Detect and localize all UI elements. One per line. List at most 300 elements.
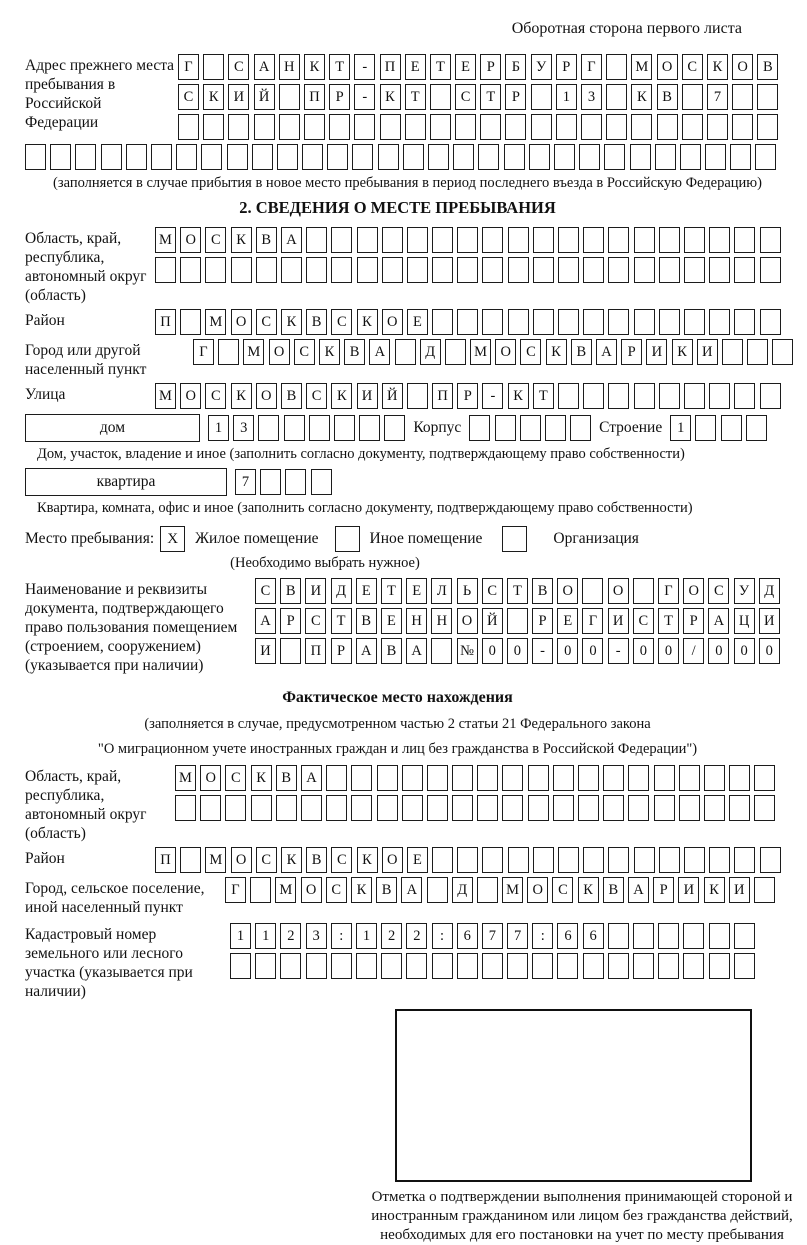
region-row-2 [155, 257, 781, 283]
form-cell [583, 227, 604, 253]
form-cell [760, 847, 781, 873]
confirmation-mark-note: Отметка о подтверждении выполнения принимающей стороной и иностранным гражданином или лицом без гражданства действий, необходимых для его постановки на учет по месту пребывания [371, 1189, 793, 1243]
form-cell: С [552, 877, 573, 903]
form-cell: В [571, 339, 592, 365]
form-cell: К [707, 54, 728, 80]
form-cell [176, 144, 197, 170]
form-cell [431, 638, 452, 664]
confirmation-mark-box [395, 1009, 752, 1182]
form-cell [608, 227, 629, 253]
form-cell [734, 257, 755, 283]
form-cell: 0 [658, 638, 679, 664]
form-cell: П [304, 84, 325, 110]
form-cell: Р [480, 54, 501, 80]
form-cell: И [646, 339, 667, 365]
form-cell: М [205, 309, 226, 335]
form-cell [582, 578, 603, 604]
region-field [25, 227, 790, 305]
form-cell [734, 923, 755, 949]
form-cell [228, 114, 249, 140]
form-cell [505, 114, 526, 140]
form-cell: 1 [255, 923, 276, 949]
organization-checkbox [502, 526, 527, 552]
form-cell: 0 [708, 638, 729, 664]
form-cell [151, 144, 172, 170]
fact-region-label: Область, край, республика, автономный округ (область) [25, 768, 147, 842]
form-cell [608, 953, 629, 979]
form-cell [502, 795, 523, 821]
form-cell: С [228, 54, 249, 80]
form-cell [304, 114, 325, 140]
cadastre-row-2 [230, 953, 755, 979]
form-cell [478, 144, 499, 170]
form-cell [382, 257, 403, 283]
form-cell [407, 257, 428, 283]
form-cell: Е [381, 608, 402, 634]
form-cell: Е [407, 847, 428, 873]
form-cell [709, 383, 730, 409]
form-cell [326, 795, 347, 821]
form-cell [721, 415, 742, 441]
form-cell [529, 144, 550, 170]
form-cell [175, 795, 196, 821]
form-cell [380, 114, 401, 140]
form-cell [684, 309, 705, 335]
form-cell: 3 [581, 84, 602, 110]
form-cell: 1 [356, 923, 377, 949]
form-cell [633, 953, 654, 979]
cadastre-rows [230, 923, 755, 979]
form-cell [155, 257, 176, 283]
form-cell: В [280, 578, 301, 604]
form-cell: К [331, 383, 352, 409]
form-cell [205, 257, 226, 283]
region-rows [155, 227, 781, 283]
form-cell: И [228, 84, 249, 110]
form-cell: : [432, 923, 453, 949]
form-cell [608, 923, 629, 949]
korpus-cells [469, 415, 591, 441]
form-cell: Е [557, 608, 578, 634]
form-cell: В [281, 383, 302, 409]
form-cell: Н [279, 54, 300, 80]
form-cell [430, 114, 451, 140]
form-cell [533, 847, 554, 873]
form-cell [757, 114, 778, 140]
form-cell [180, 257, 201, 283]
form-cell [760, 309, 781, 335]
form-cell [457, 953, 478, 979]
city-label: Город или другой населенный пункт [25, 342, 147, 378]
form-cell: Р [331, 638, 352, 664]
form-cell: О [200, 765, 221, 791]
form-cell: М [243, 339, 264, 365]
form-cell [276, 795, 297, 821]
form-cell: В [356, 608, 377, 634]
form-cell: О [231, 847, 252, 873]
form-cell: 7 [235, 469, 256, 495]
form-cell [747, 339, 768, 365]
form-cell [531, 84, 552, 110]
form-cell: У [531, 54, 552, 80]
cadastre-label: Кадастровый номер земельного или лесного участка (указывается при наличии) [25, 926, 193, 1000]
form-cell: Й [382, 383, 403, 409]
form-cell [507, 608, 528, 634]
form-cell [482, 953, 503, 979]
form-cell: С [326, 877, 347, 903]
form-cell [280, 953, 301, 979]
form-cell [558, 227, 579, 253]
form-cell [583, 953, 604, 979]
form-cell [558, 383, 579, 409]
form-cell: - [482, 383, 503, 409]
form-cell [628, 765, 649, 791]
form-cell: Г [193, 339, 214, 365]
form-cell [231, 257, 252, 283]
form-cell [732, 114, 753, 140]
form-cell: К [231, 227, 252, 253]
form-cell [75, 144, 96, 170]
form-cell: Й [482, 608, 503, 634]
form-cell: В [306, 847, 327, 873]
form-cell [457, 257, 478, 283]
form-cell: Е [406, 578, 427, 604]
form-cell [277, 144, 298, 170]
form-cell [284, 415, 305, 441]
form-cell [230, 953, 251, 979]
form-cell: А [255, 608, 276, 634]
form-cell: П [155, 309, 176, 335]
form-cell [407, 383, 428, 409]
form-cell [528, 765, 549, 791]
form-cell [455, 114, 476, 140]
form-cell [326, 765, 347, 791]
form-cell [25, 144, 46, 170]
form-cell: К [251, 765, 272, 791]
form-cell [331, 953, 352, 979]
form-cell: А [369, 339, 390, 365]
form-cell: И [697, 339, 718, 365]
form-cell [406, 953, 427, 979]
form-cell: С [255, 578, 276, 604]
form-cell [659, 383, 680, 409]
form-cell: К [546, 339, 567, 365]
form-cell: С [520, 339, 541, 365]
form-cell: А [254, 54, 275, 80]
form-cell: Р [653, 877, 674, 903]
form-cell: О [382, 309, 403, 335]
form-cell [203, 114, 224, 140]
form-cell [480, 114, 501, 140]
form-cell: Т [430, 54, 451, 80]
form-cell [201, 144, 222, 170]
form-cell [432, 257, 453, 283]
form-cell [760, 257, 781, 283]
form-cell: Т [331, 608, 352, 634]
form-cell [604, 144, 625, 170]
form-cell: Р [621, 339, 642, 365]
form-cell: У [734, 578, 755, 604]
form-cell [200, 795, 221, 821]
form-cell [381, 953, 402, 979]
form-cell: И [759, 608, 780, 634]
form-cell: И [255, 638, 276, 664]
form-cell: М [155, 227, 176, 253]
form-cell: 1 [556, 84, 577, 110]
form-cell: Г [582, 608, 603, 634]
fact-region-row-2 [175, 795, 775, 821]
form-cell: - [532, 638, 553, 664]
form-cell [256, 257, 277, 283]
form-cell: С [633, 608, 654, 634]
fact-region-rows [175, 765, 775, 821]
form-cell [680, 144, 701, 170]
form-cell: 0 [557, 638, 578, 664]
form-cell: Р [329, 84, 350, 110]
form-cell: К [203, 84, 224, 110]
form-cell: Л [431, 578, 452, 604]
form-cell [280, 638, 301, 664]
form-cell [608, 847, 629, 873]
form-cell [430, 84, 451, 110]
form-cell [507, 953, 528, 979]
prev-address-label: Адрес прежнего места пребывания в Российской Федерации [25, 57, 175, 131]
fact-city-row [225, 877, 775, 903]
prev-address-note: (заполняется в случае прибытия в новое место пребывания в период последнего въезда в Российскую Федерацию) [53, 175, 762, 191]
form-cell: К [319, 339, 340, 365]
form-cell [683, 953, 704, 979]
form-cell [407, 227, 428, 253]
form-cell [734, 383, 755, 409]
form-cell [457, 847, 478, 873]
form-cell [558, 257, 579, 283]
form-cell [608, 309, 629, 335]
form-cell: Г [178, 54, 199, 80]
form-cell: В [306, 309, 327, 335]
form-cell [655, 144, 676, 170]
form-cell [583, 383, 604, 409]
form-cell: Е [405, 54, 426, 80]
form-cell [302, 144, 323, 170]
form-cell: М [502, 877, 523, 903]
form-cell: № [457, 638, 478, 664]
form-cell: А [596, 339, 617, 365]
form-cell [482, 847, 503, 873]
form-cell: Т [381, 578, 402, 604]
form-cell [495, 415, 516, 441]
form-cell: Т [658, 608, 679, 634]
form-cell [377, 795, 398, 821]
form-cell: О [457, 608, 478, 634]
form-cell: 3 [306, 923, 327, 949]
form-cell [760, 383, 781, 409]
form-cell: Г [581, 54, 602, 80]
form-cell: - [608, 638, 629, 664]
form-cell [331, 257, 352, 283]
form-cell: 6 [457, 923, 478, 949]
form-cell [553, 765, 574, 791]
form-cell [654, 765, 675, 791]
form-cell [203, 54, 224, 80]
form-cell: С [331, 309, 352, 335]
form-cell [357, 257, 378, 283]
form-cell: С [205, 227, 226, 253]
korpus-label: Корпус [413, 419, 462, 436]
form-cell: К [672, 339, 693, 365]
form-cell: Ц [734, 608, 755, 634]
form-cell [402, 765, 423, 791]
form-cell [583, 847, 604, 873]
form-cell [679, 795, 700, 821]
form-cell: С [256, 309, 277, 335]
form-cell [732, 84, 753, 110]
form-cell [734, 953, 755, 979]
form-cell [281, 257, 302, 283]
form-cell [382, 227, 403, 253]
street-field [25, 383, 790, 409]
form-cell [709, 257, 730, 283]
document-row-1 [255, 578, 780, 604]
form-cell [352, 144, 373, 170]
form-cell: С [482, 578, 503, 604]
form-cell: Т [507, 578, 528, 604]
form-cell: М [205, 847, 226, 873]
form-cell [384, 415, 405, 441]
form-cell [757, 84, 778, 110]
form-cell [218, 339, 239, 365]
apartment-number-cells [235, 469, 332, 495]
stay-type-note: (Необходимо выбрать нужное) [230, 555, 420, 571]
house-number-cells [208, 415, 405, 441]
form-cell [395, 339, 416, 365]
form-cell: 0 [507, 638, 528, 664]
form-cell [606, 54, 627, 80]
street-row [155, 383, 781, 409]
prev-address-field [25, 54, 790, 140]
form-cell [331, 227, 352, 253]
form-cell [705, 144, 726, 170]
form-cell [101, 144, 122, 170]
form-cell [520, 415, 541, 441]
form-cell [634, 383, 655, 409]
form-cell [583, 257, 604, 283]
form-cell: Р [532, 608, 553, 634]
form-cell [579, 144, 600, 170]
form-cell: В [376, 877, 397, 903]
stroenie-cells [670, 415, 767, 441]
form-cell: В [276, 765, 297, 791]
form-cell [427, 795, 448, 821]
form-cell [734, 847, 755, 873]
form-cell: 0 [633, 638, 654, 664]
form-cell [508, 257, 529, 283]
form-cell [606, 114, 627, 140]
form-cell: 7 [507, 923, 528, 949]
form-cell [606, 84, 627, 110]
form-cell: В [532, 578, 553, 604]
form-cell: К [704, 877, 725, 903]
form-cell: М [275, 877, 296, 903]
form-cell: А [406, 638, 427, 664]
form-cell: А [628, 877, 649, 903]
district-field [25, 309, 790, 335]
form-cell [704, 765, 725, 791]
form-cell: : [331, 923, 352, 949]
form-cell [457, 227, 478, 253]
other-premise-checkbox [335, 526, 360, 552]
form-cell [533, 309, 554, 335]
form-cell: К [304, 54, 325, 80]
stay-type-label: Место пребывания: [25, 530, 155, 547]
form-cell [301, 795, 322, 821]
form-cell: И [357, 383, 378, 409]
prev-address-row-2 [178, 84, 778, 110]
form-cell [482, 309, 503, 335]
form-cell [755, 144, 776, 170]
form-cell: О [683, 578, 704, 604]
form-cell [50, 144, 71, 170]
form-cell [351, 765, 372, 791]
section2-heading: 2. СВЕДЕНИЯ О МЕСТЕ ПРЕБЫВАНИЯ [239, 198, 556, 217]
form-cell [695, 415, 716, 441]
form-cell [126, 144, 147, 170]
prev-address-row-1 [178, 54, 778, 80]
form-cell: 2 [280, 923, 301, 949]
fact-region-field [25, 765, 790, 843]
form-cell: И [678, 877, 699, 903]
form-cell [557, 953, 578, 979]
apartment-type-box: квартира [25, 468, 227, 496]
form-cell: А [356, 638, 377, 664]
form-cell [558, 309, 579, 335]
form-cell [354, 114, 375, 140]
form-cell: С [708, 578, 729, 604]
form-cell [682, 114, 703, 140]
form-cell [634, 847, 655, 873]
document-rows [255, 578, 780, 664]
form-cell [682, 84, 703, 110]
form-cell [581, 114, 602, 140]
form-cell: Б [505, 54, 526, 80]
form-cell: Д [331, 578, 352, 604]
form-cell [356, 953, 377, 979]
form-cell [709, 953, 730, 979]
form-cell: 0 [759, 638, 780, 664]
form-cell: Р [280, 608, 301, 634]
form-cell [608, 257, 629, 283]
form-cell: С [225, 765, 246, 791]
district-row [155, 309, 781, 335]
form-cell [477, 795, 498, 821]
document-row-3 [255, 638, 780, 664]
residential-label: Жилое помещение [195, 530, 319, 547]
actual-location-note-2: "О миграционном учете иностранных граждан и лиц без гражданства в Российской Федерации") [97, 741, 698, 757]
form-cell [531, 114, 552, 140]
district-label: Район [25, 312, 65, 329]
form-cell: Т [533, 383, 554, 409]
form-cell: В [344, 339, 365, 365]
form-cell [704, 795, 725, 821]
form-cell [578, 765, 599, 791]
form-cell [306, 953, 327, 979]
form-cell: М [175, 765, 196, 791]
form-cell: В [256, 227, 277, 253]
cadastre-row-1 [230, 923, 755, 949]
form-cell: Р [457, 383, 478, 409]
form-cell [631, 114, 652, 140]
form-cell [306, 227, 327, 253]
form-cell: 0 [482, 638, 503, 664]
